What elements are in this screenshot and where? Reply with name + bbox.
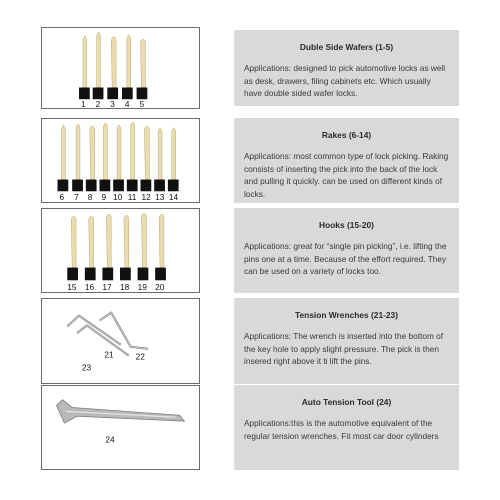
wrenches-image-panel [41,298,200,384]
auto-tension-info-panel [234,385,459,470]
section-description: Applications: great for “single pin picking”, i.e. lifting the pins one at a time. Because of the effort required. They can be used on a variety of locks too. [244,241,447,277]
auto-tension-image-panel [41,385,200,470]
wafers-image-panel [41,27,200,109]
section-title: Rakes (6-14) [321,130,372,140]
section-title: Duble Side Wafers (1-5) [299,42,394,52]
pick-label: 20 [155,282,165,292]
pick-label: 19 [137,282,147,292]
pick-label: 6 [59,192,65,202]
auto-tension-tool-illustration [42,386,199,469]
pick-label: 13 [155,192,165,202]
section-title: Hooks (15-20) [319,220,374,230]
wrench-label: 23 [81,362,92,373]
pick-label: 4 [124,99,130,108]
pick-label: 8 [87,192,93,202]
section-description: Applications: designed to pick automotive locks as well as desk, drawers, filing cabinets etc. Which usually have double sided wafer locks. [244,63,446,99]
hooks-info-panel [234,208,459,293]
pick-label: 14 [168,192,179,202]
pick-label: 17 [102,282,112,292]
section-description: Applications:this is the automotive equivalent of the regular tension wrenches. Fit most car door cylinders [244,418,439,441]
tension-wrenches-illustration [42,299,199,383]
double-side-wafer-picks-illustration [42,28,199,108]
wrench-label: 21 [104,349,114,360]
pick-label: 12 [141,192,151,202]
pick-label: 1 [80,99,86,108]
pick-label: 3 [110,99,115,108]
pick-label: 16 [84,282,95,292]
section-title: Auto Tension Tool (24) [301,397,392,407]
pick-label: 7 [74,192,79,202]
rakes-image-panel [41,118,200,203]
wrench-label: 22 [135,351,145,362]
section-description: Applications: The wrench is inserted into the bottom of the key hole to apply slight pressure. The pick is then insered right above it ti lift the pins. [244,331,444,367]
hooks-illustration [42,209,199,292]
pick-label: 15 [67,282,77,292]
wafers-info-panel [234,30,459,106]
pick-label: 18 [120,282,130,292]
wrenches-info-panel [234,298,459,384]
tool-label: 24 [105,434,115,445]
rakes-info-panel [234,118,459,203]
hooks-image-panel [41,208,200,293]
rakes-illustration [42,119,199,202]
section-title: Tension Wrenches (21-23) [294,310,398,320]
pick-label: 10 [113,192,123,202]
pick-label: 5 [139,99,145,108]
pick-label: 11 [127,192,137,202]
pick-label: 9 [101,192,107,202]
pick-label: 2 [95,99,101,108]
section-description: Applications: most common type of lock picking. Raking consists of inserting the pick into the back of the lock and pulling it quickly. can be used on different kinds of locks. [244,151,449,199]
